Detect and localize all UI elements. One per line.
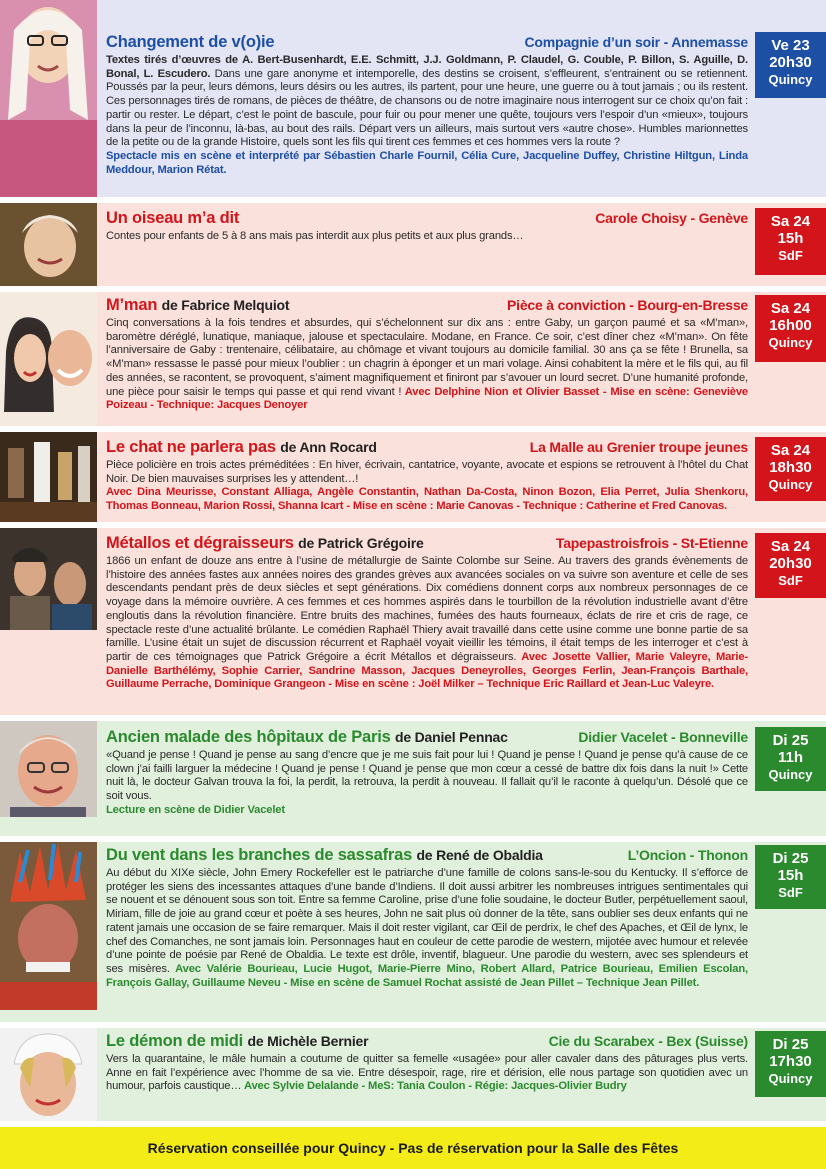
event-time: 20h30 <box>769 54 812 71</box>
event-row <box>0 0 826 197</box>
event-description <box>106 867 748 990</box>
event-title <box>106 295 289 315</box>
event-date <box>755 32 826 98</box>
event-description <box>106 230 748 244</box>
event-day: Sa 24 <box>770 213 811 230</box>
event-description <box>106 555 748 692</box>
event-row <box>0 432 826 522</box>
event-content <box>106 437 748 514</box>
event-company: La Malle au Grenier troupe jeunes <box>529 439 748 455</box>
event-row <box>0 203 826 286</box>
event-description <box>106 54 748 177</box>
event-text: Vers la quarantaine, le mâle humain a coutume de quitter sa femelle «usagée» pour aller cavaler dans des pâturages plus verts. Anne en fait l’expérience avec l’homme de sa vie. Entre désespoir, rage, rire et dérision, elle nous partage son quotidien avec un humour, parfois caustique… <box>106 1053 748 1093</box>
event-photo <box>0 528 97 715</box>
event-photo <box>0 0 97 197</box>
event-author: de Michèle Bernier <box>247 1033 369 1049</box>
event-description <box>106 317 748 413</box>
event-title <box>106 437 377 457</box>
event-row <box>0 292 826 426</box>
event-time: 15h <box>777 867 804 884</box>
event-title <box>106 208 239 228</box>
event-date <box>755 845 826 909</box>
event-date <box>755 533 826 598</box>
event-credits: Avec Delphine Nion et Olivier Basset - Mise en scène: Geneviève Poizeau - Technique: Jacques Denoyer <box>106 385 748 412</box>
event-text: «Quand je pense ! Quand je pense au sang d’encre que je me suis fait pour lui ! Quand je pense ! Quand je pense qu’à cause de ce clown j’ai failli larguer la médecine ! Quand je pense ! Quand je pense que mon cœur a cessé de battre dix fois dans la nuit !» Cette nuit là, le docteur Galvan trouva la foi, la perdit, la retrouva, la perdit à nouveau. Il fallait qu’il le raconte à quelqu’un. Désolé que ce soit vous. <box>106 749 748 803</box>
event-credits: Lecture en scène de Didier Vacelet <box>106 803 285 816</box>
event-photo <box>0 721 97 836</box>
title-text: M’man <box>106 296 158 314</box>
event-row <box>0 1028 826 1121</box>
event-text: Contes pour enfants de 5 à 8 ans mais pas interdit aux plus petits et aux plus grands… <box>106 230 524 242</box>
event-content <box>106 1031 748 1094</box>
event-day: Sa 24 <box>770 300 811 317</box>
event-content <box>106 533 748 692</box>
event-header <box>106 727 748 747</box>
event-company: Didier Vacelet - Bonneville <box>578 729 748 745</box>
title-text: Le démon de midi <box>106 1032 244 1050</box>
title-text: Le chat ne parlera pas <box>106 438 276 456</box>
event-header <box>106 295 748 315</box>
event-credits: Avec Sylvie Delalande - MeS: Tania Coulon - Régie: Jacques-Olivier Budry <box>241 1080 627 1093</box>
event-credits: Spectacle mis en scène et interprété par Sébastien Charle Fournil, Célia Cure, Jacqueline Duffey, Christine Hiltgun, Linda Meddour, Marion Rétat. <box>106 149 748 176</box>
event-author: de Patrick Grégoire <box>298 535 424 551</box>
event-time: 11h <box>777 749 804 766</box>
event-date <box>755 727 826 791</box>
event-credits: Avec Valérie Bourieau, Lucie Hugot, Marie-Pierre Mino, Robert Allard, Patrice Bourieau, Emilien Escolan, François Gallay, Guillaume Neveu - Mise en scène de Samuel Rochat assisté de Jean Pillet – Technique Jean Pillet. <box>106 962 748 989</box>
event-header <box>106 32 748 52</box>
title-text: Métallos et dégraisseurs <box>106 534 294 552</box>
event-company: Cie du Scarabex - Bex (Suisse) <box>548 1033 748 1049</box>
event-time: 18h30 <box>769 459 812 476</box>
event-author: de Daniel Pennac <box>395 729 508 745</box>
event-content <box>106 845 748 990</box>
event-description <box>106 1053 748 1094</box>
event-venue: SdF <box>778 885 803 900</box>
event-day: Ve 23 <box>771 37 810 54</box>
reservation-banner: Réservation conseillée pour Quincy - Pas de réservation pour la Salle des Fêtes <box>0 1127 826 1169</box>
event-day: Di 25 <box>772 850 809 867</box>
event-author: de René de Obaldia <box>416 847 543 863</box>
event-text: Cinq conversations à la fois tendres et absurdes, qui s’échelonnent sur dix ans : entre Gaby, un garçon paumé et sa «M’man», baromètre déréglé, lunatique, maniaque, jalouse et spectaculaire. Modane, en France. Ce soir, c’est dîner chez «M’man». On fête l’anniversaire de Gaby : trentenaire, célibataire, au chômage et vivant toujours au domicile familial. 30 ans ça se fête ! Brunella, sa «M’man» ressasse le passé pour mieux l’oublier : un chagrin à éponger et un mari volage. Ainsi cohabitent la mère et le fils qui, au fil des années, se racontent, se provoquent, s’aiment magnifiquement et finiront par s’avouer un lourd secret. D’une humanité profonde, une pièce pour saisir le temps qui passe et qui rend vivant ! <box>106 317 748 398</box>
event-header <box>106 533 748 553</box>
event-venue: Quincy <box>768 767 813 782</box>
event-venue: SdF <box>778 573 803 588</box>
event-content <box>106 727 748 818</box>
event-row <box>0 528 826 715</box>
event-day: Di 25 <box>772 1036 809 1053</box>
event-title <box>106 32 274 52</box>
event-header <box>106 437 748 457</box>
event-row <box>0 721 826 836</box>
event-content <box>106 32 748 177</box>
event-venue: Quincy <box>768 335 813 350</box>
event-photo <box>0 842 97 1022</box>
event-venue: SdF <box>778 248 803 263</box>
title-text: Changement de v(o)ie <box>106 33 275 51</box>
event-company: L’Oncion - Thonon <box>627 847 748 863</box>
event-venue: Quincy <box>768 72 813 87</box>
event-authors: Textes tirés d’œuvres de A. Bert-Busenhardt, E.E. Schmitt, J.J. Goldmann, P. Claudel, G. Couble, P. Billon, S. Aguille, D. Bonal, L. Escudero. <box>106 54 748 80</box>
event-content <box>106 295 748 413</box>
event-author: de Ann Rocard <box>280 439 377 455</box>
event-title <box>106 1031 368 1051</box>
event-venue: Quincy <box>768 1071 813 1086</box>
event-company: Pièce à conviction - Bourg-en-Bresse <box>507 297 748 313</box>
event-company: Compagnie d’un soir - Annemasse <box>524 34 748 50</box>
event-content <box>106 208 748 244</box>
event-text: 1866 un enfant de douze ans entre à l’usine de métallurgie de Sainte Colombe sur Seine. Au travers des grands évènements de l’histoire des années fastes aux années noires des grandes grèves aux avancées sociales on va suivre son aventure et celle de ses descendants pendant près de deux siècles et sept générations. Dix comédiens donnent corps aux nombreux personnages de ce voyage dans la mémoire ouvrière. A ces femmes et ces hommes aspirés dans le tourbillon de la révolution industrielle avant d’être engloutis dans la révolution financière. Entre bruits des machines, fumées des hauts fourneaux, éclats de rire et cris de rage, ce spectacle reste d’une actualité brûlante. Le comédien Raphaël Thiery avait travaillé dans cette usine comme une bonne partie de sa famille. L’usine était un sujet de discussion récurrent et Raphaël voyait vieillir les témoins, il était temps de les interroger et c’est à partir de ces témoignages que Patrick Grégoire a écrit Métallos et dégraisseurs. <box>106 555 748 663</box>
title-text: Ancien malade des hôpitaux de Paris <box>106 728 391 746</box>
event-description <box>106 459 748 514</box>
event-text: Dans une gare anonyme et intemporelle, des destins se croisent, s’effleurent, s’entrainent ou se retiennent. Poussés par la peur, leurs démons, leurs désirs ou les autres, ils partent, pour une heure, une guerre ou à tout jamais ; ou ils restent. Ces personnages tirés de romans, de pièces de théâtre, de chansons ou de notre imaginaire nous interrogent sur ce choix qu’on fait : partir ou rester. Le départ, c’est le point de bascule, pour fuir ou pour mener une quête, toujours vers l’espoir d’un «mieux», toujours dans la peur de l’inconnu, là-bas, au bout des rails. Départ vers un ailleurs, mais surtout vers «autre chose». Humbles marionnettes de la petite ou de la grande Histoire, quels sont les fils qui tirent ces femmes et ces hommes vers la route ? <box>106 67 748 149</box>
event-day: Di 25 <box>772 732 809 749</box>
event-date <box>755 295 826 362</box>
event-description <box>106 749 748 818</box>
event-header <box>106 1031 748 1051</box>
event-company: Carole Choisy - Genève <box>595 210 748 226</box>
event-company: Tapepastroisfrois - St-Etienne <box>555 535 748 551</box>
event-venue: Quincy <box>768 477 813 492</box>
event-day: Sa 24 <box>770 442 811 459</box>
event-text: Au début du XIXe siècle, John Emery Rockefeller est le patriarche d’une famille de colons sans-le-sou du Kentucky. Il s’efforce de protéger les siens des incessantes attaques d’une bande d’Indiens. Il doit aussi arbitrer les nombreuses intrigues sentimentales qui se nouent et se dénouent sous son toit. Entre sa femme Caroline, prise d’une folie soudaine, le docteur Butler, perpétuellement saoul, Miriam, fille de joie au grand cœur et poète à ses heures, John ne sait plus où donner de la tête, sans oublier ses deux enfants qui ne ratent jamais une occasion de se faire remarquer. Mais il doit rester vigilant, car Œil de perdrix, le chef des Apaches, et Œil de lynx, le chef des Comanches, ne sont jamais loin. Personnages haut en couleur de cette parodie de western, mijotée avec humour et relevée d’une pointe de poésie par René de Obaldia. Le texte est drôle, inventif, blagueur. Une parodie du western, avec ses splendeurs et ses misères. <box>106 867 748 975</box>
event-day: Sa 24 <box>770 538 811 555</box>
event-row <box>0 842 826 1022</box>
event-date <box>755 437 826 501</box>
title-text: Un oiseau m’a dit <box>106 209 240 227</box>
event-credits: Avec Josette Vallier, Marie Valeyre, Marie-Danielle Barthélémy, Sophie Carrier, Sandrine Masson, Jacques Deneyrolles, Georges Ferlin, Jean-François Barthale, Guillaume Perrache, Dominique Grangeon - Mise en scène : Joël Milker – Technique Eric Raillard et Jean-Luc Valeyre. <box>106 650 748 691</box>
event-photo <box>0 1028 97 1121</box>
event-time: 20h30 <box>769 555 812 572</box>
event-photo <box>0 203 97 286</box>
event-title <box>106 845 543 865</box>
event-date <box>755 1031 826 1097</box>
event-header <box>106 845 748 865</box>
event-text: Pièce policière en trois actes préméditées : En hiver, écrivain, cantatrice, voyante, avocate et espions se retrouvent à l’hôtel du Chat Noir. De bien mauvaises surprises les y attendent…! <box>106 459 748 485</box>
event-header <box>106 208 748 228</box>
event-time: 16h00 <box>769 317 812 334</box>
event-date <box>755 208 826 275</box>
event-title <box>106 533 424 553</box>
event-author: de Fabrice Melquiot <box>161 297 290 313</box>
event-time: 17h30 <box>769 1053 812 1070</box>
event-photo <box>0 432 97 522</box>
event-time: 15h <box>777 230 804 247</box>
event-photo <box>0 292 97 426</box>
title-text: Du vent dans les branches de sassafras <box>106 846 413 864</box>
event-credits: Avec Dina Meurisse, Constant Alliaga, Angèle Constantin, Nathan Da-Costa, Ninon Bozon, Elia Perret, Julia Shenkoru, Thomas Bonneau, Marion Rossi, Shanna Icart - Mise en scène : Marie Canovas - Technique : Catherine et Fred Canovas. <box>106 486 748 513</box>
event-title <box>106 727 508 747</box>
